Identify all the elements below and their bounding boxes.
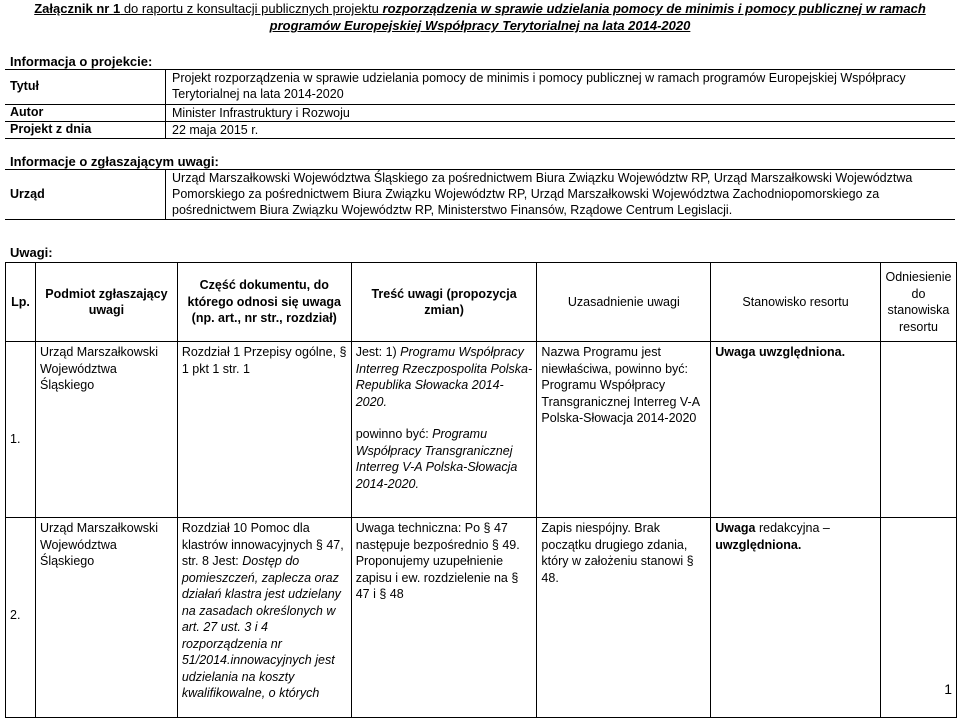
content-italic: Programu Współpracy Interreg Rzeczpospolita Polska-Republika Słowacka 2014-2020. [355,345,533,409]
row-number: 1. [6,342,36,518]
author-label: Autor [10,105,44,119]
column-header-position: Stanowisko resortu [711,263,881,342]
column-header-lp: Lp. [6,263,36,342]
title-value: Projekt rozporządzenia w sprawie udzielania pomocy de minimis i pomocy publicznej w ramach programów Europejskiej Współpracy Terytorialnej na lata 2014-2020 [172,71,906,101]
content-italic: Programu Współpracy Transgranicznej Interreg V-A Polska-Słowacja 2014-2020. [355,427,518,491]
row-reference [880,342,956,518]
row-part [177,518,351,718]
header-line-1 [0,0,960,17]
content-current [356,344,533,410]
document-header [0,0,960,34]
row-position [711,342,881,518]
project-section-title: Informacja o projekcie: [10,54,153,69]
row-justification: Nazwa Programu jest niewłaściwa, powinno być: Programu Współpracy Transgranicznej Interreg V-A Polska-Słowacja 2014-2020 [537,342,711,518]
table-row [6,518,957,718]
table-header-row [6,263,957,342]
header-text: do raportu z konsultacji publicznych projektu [120,1,383,16]
divider [5,219,955,220]
divider [165,169,166,219]
column-header-submitter: Podmiot zgłaszający uwagi [35,263,177,342]
attachment-label: Załącznik nr 1 [34,1,121,16]
position-status: Uwaga [715,521,756,535]
column-header-reference: Odniesienie do stanowiska resortu [880,263,956,342]
page-number: 1 [944,681,952,697]
row-part: Rozdział 1 Przepisy ogólne, § 1 pkt 1 str. 1 [177,342,351,518]
remarks-section-title: Uwagi: [10,245,53,260]
date-label: Projekt z dnia [10,122,92,136]
content-prefix: powinno być: [355,427,433,441]
row-content: Uwaga techniczna: Po § 47 następuje bezpośrednio § 49. Proponujemy uzupełnienie zapisu i ew. rozdzielenie na § 47 i § 48 [351,518,537,718]
row-submitter: Urząd Marszałkowski Województwa Śląskiego [35,518,177,718]
column-header-part: Część dokumentu, do którego odnosi się uwaga (np. art., nr str., rozdział) [177,263,351,342]
divider [5,138,955,139]
position-type: redakcyjna – [755,521,830,535]
column-header-justification: Uzasadnienie uwagi [537,263,711,342]
office-value: Urząd Marszałkowski Województwa Śląskiego za pośrednictwem Biura Związku Województw RP, Urząd Marszałkowski Województwa Pomorskiego za pośrednictwem Biura Związku Województw RP, Urząd Marszałkowski Województwa Zachodniopomorskiego za pośrednictwem Biura Związku Województw RP, Ministerstwo Finansów, Rządowe Centrum Legislacji. [172,171,913,217]
remarks-table [5,262,957,718]
author-value: Minister Infrastruktury i Rozwoju [172,106,350,120]
position-status: Uwaga uwzględniona. [715,345,846,359]
row-content [351,342,537,518]
submitter-section-title: Informacje o zgłaszającym uwagi: [10,154,219,169]
row-submitter: Urząd Marszałkowski Województwa Śląskiego [35,342,177,518]
header-line-2: programów Europejskiej Współpracy Terytorialnej na lata 2014-2020 [269,18,691,33]
column-header-content: Treść uwagi (propozycja zmian) [351,263,537,342]
content-proposed [356,426,533,492]
title-label: Tytuł [10,79,39,93]
row-number: 2. [6,518,36,718]
row-justification: Zapis niespójny. Brak początku drugiego zdania, który w założeniu stanowi § 48. [537,518,711,718]
table-row [6,342,957,518]
part-prefix: Rozdział 10 Pomoc dla klastrów innowacyjnych § 47, str. 8 Jest: [181,521,344,568]
content-prefix: Jest: 1) [355,345,401,359]
divider [165,69,166,138]
part-italic: Dostęp do pomieszczeń, zaplecza oraz działań klastra jest udzielany na zasadach określonych w art. 27 ust. 3 i 4 rozporządzenia nr 51/2014.innowacyjnych jest udzielania na koszty kwalifikowalne, o których [181,554,341,700]
date-value: 22 maja 2015 r. [172,123,259,137]
office-label: Urząd [10,187,45,201]
row-position [711,518,881,718]
header-italic-text: rozporządzenia w sprawie udzielania pomocy de minimis i pomocy publicznej w ramach [382,1,926,16]
position-status: uwzględniona. [715,537,802,552]
